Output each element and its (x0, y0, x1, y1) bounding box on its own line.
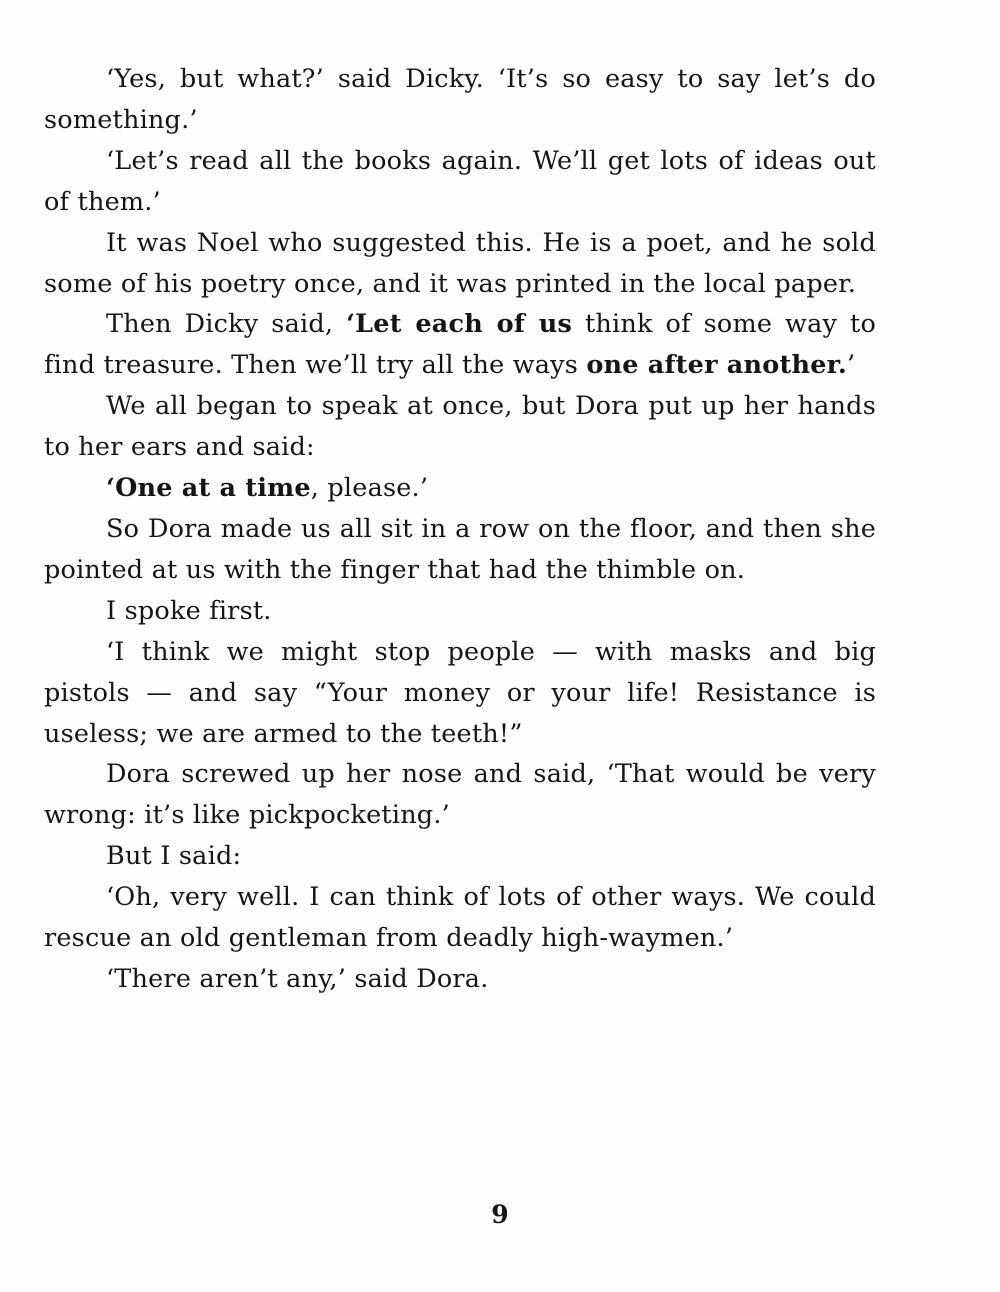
text-run: Dora screwed up her nose and said, ‘That would be very wrong: it’s like pickpocketing.’ (44, 759, 876, 831)
paragraph (44, 836, 876, 877)
text-run: ‘Let’s read all the books again. We’ll get lots of ideas out of them.’ (44, 145, 876, 217)
paragraph (44, 632, 876, 755)
text-run: ‘Oh, very well. I can think of lots of other ways. We could rescue an old gentleman from deadly high-waymen.’ (44, 882, 876, 954)
text-run: ’ (847, 350, 856, 381)
text-run: But I said: (106, 841, 242, 872)
text-run: , please.’ (310, 473, 429, 504)
text-run: I spoke first. (106, 595, 272, 626)
paragraph (44, 223, 876, 305)
body-text (44, 59, 876, 1000)
bold-text-run: ‘One at a time (106, 473, 311, 504)
page-number: 9 (491, 1200, 509, 1229)
paragraph (44, 141, 876, 223)
bold-text-run: ‘Let each of us (346, 309, 573, 340)
text-run: We all began to speak at once, but Dora put up her hands to her ears and said: (44, 391, 876, 463)
paragraph (44, 59, 876, 141)
paragraph (44, 754, 876, 836)
paragraph (44, 386, 876, 468)
text-run: ‘I think we might stop people — with masks and big pistols — and say “Your money or your life! Resistance is useless; we are armed to the teeth!” (44, 636, 876, 749)
text-run: think of some way to find treasure. Then we’ll try all the ways (44, 309, 877, 381)
text-run: ‘Yes, but what?’ said Dicky. ‘It’s so easy to say let’s do something.’ (44, 64, 876, 135)
text-run: ‘There aren’t any,’ said Dora. (106, 963, 489, 994)
paragraph (44, 304, 876, 386)
bold-text-run: one after another. (586, 350, 847, 381)
paragraph (44, 959, 876, 1000)
text-run: Then Dicky said, (106, 309, 347, 340)
paragraph (44, 877, 876, 959)
text-run: So Dora made us all sit in a row on the floor, and then she pointed at us with the finger that had the thimble on. (44, 513, 876, 585)
paragraph (44, 591, 876, 632)
paragraph (44, 468, 876, 509)
text-run: It was Noel who suggested this. He is a poet, and he sold some of his poetry once, and it was printed in the local paper. (44, 227, 876, 299)
paragraph (44, 509, 876, 591)
